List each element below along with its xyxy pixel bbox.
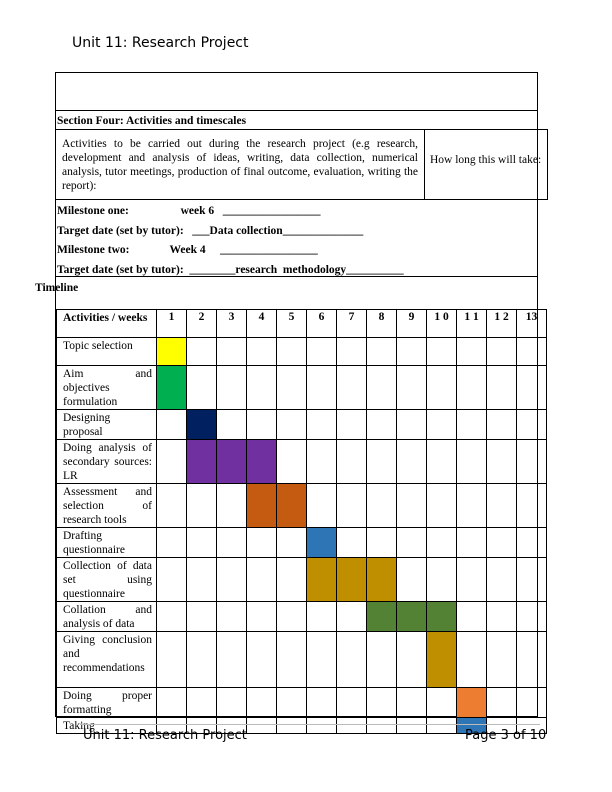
gantt-empty-cell xyxy=(367,632,397,688)
gantt-empty-cell xyxy=(337,718,367,734)
gantt-empty-cell xyxy=(247,602,277,632)
gantt-empty-cell xyxy=(157,632,187,688)
gantt-empty-cell xyxy=(487,484,517,528)
milestone-two: Milestone two: Week 4 _________________ xyxy=(57,244,318,256)
gantt-empty-cell xyxy=(457,528,487,558)
gantt-empty-cell xyxy=(217,602,247,632)
week-header-11: 1 1 xyxy=(457,310,487,338)
gantt-bar-cell xyxy=(157,366,187,410)
gantt-empty-cell xyxy=(427,528,457,558)
gantt-bar-cell xyxy=(337,558,367,602)
gantt-empty-cell xyxy=(217,366,247,410)
gantt-empty-cell xyxy=(307,484,337,528)
gantt-empty-cell xyxy=(217,484,247,528)
page-header-title: Unit 11: Research Project xyxy=(72,35,249,51)
gantt-empty-cell xyxy=(187,528,217,558)
gantt-empty-cell xyxy=(397,688,427,718)
gantt-empty-cell xyxy=(307,440,337,484)
gantt-bar-cell xyxy=(397,602,427,632)
gantt-bar-cell xyxy=(427,602,457,632)
activity-label: Designing proposal xyxy=(57,410,157,440)
gantt-empty-cell xyxy=(427,440,457,484)
gantt-empty-cell xyxy=(517,528,547,558)
gantt-bar-cell xyxy=(367,558,397,602)
gantt-empty-cell xyxy=(427,688,457,718)
table-row xyxy=(57,528,547,558)
gantt-bar-cell xyxy=(367,602,397,632)
gantt-empty-cell xyxy=(367,366,397,410)
gantt-empty-cell xyxy=(187,338,217,366)
gantt-empty-cell xyxy=(487,632,517,688)
gantt-empty-cell xyxy=(247,338,277,366)
gantt-empty-cell xyxy=(247,688,277,718)
gantt-empty-cell xyxy=(427,484,457,528)
gantt-empty-cell xyxy=(427,410,457,440)
gantt-bar-cell xyxy=(247,440,277,484)
activity-label: Doing analysis of secondary sources: LR xyxy=(57,440,157,484)
week-header-3: 3 xyxy=(217,310,247,338)
duration-label: How long this will take: xyxy=(430,154,542,166)
gantt-empty-cell xyxy=(187,688,217,718)
gantt-empty-cell xyxy=(457,366,487,410)
gantt-empty-cell xyxy=(367,410,397,440)
table-row xyxy=(57,338,547,366)
target-date-two: Target date (set by tutor): ________research methodology__________ xyxy=(57,264,404,276)
gantt-empty-cell xyxy=(457,338,487,366)
gantt-empty-cell xyxy=(247,718,277,734)
gantt-bar-cell xyxy=(307,558,337,602)
gantt-empty-cell xyxy=(517,440,547,484)
gantt-bar-cell xyxy=(187,410,217,440)
gantt-empty-cell xyxy=(277,558,307,602)
gantt-empty-cell xyxy=(517,366,547,410)
gantt-empty-cell xyxy=(217,410,247,440)
gantt-empty-cell xyxy=(277,440,307,484)
gantt-empty-cell xyxy=(337,366,367,410)
gantt-empty-cell xyxy=(187,558,217,602)
week-header-2: 2 xyxy=(187,310,217,338)
gantt-empty-cell xyxy=(157,558,187,602)
gantt-empty-cell xyxy=(307,338,337,366)
gantt-empty-cell xyxy=(337,602,367,632)
gantt-empty-cell xyxy=(157,528,187,558)
gantt-empty-cell xyxy=(397,558,427,602)
gantt-empty-cell xyxy=(427,338,457,366)
gantt-empty-cell xyxy=(427,718,457,734)
gantt-empty-cell xyxy=(517,632,547,688)
gantt-empty-cell xyxy=(337,410,367,440)
gantt-empty-cell xyxy=(487,440,517,484)
gantt-empty-cell xyxy=(367,528,397,558)
activity-label: Assessment and selection of research tools xyxy=(57,484,157,528)
gantt-empty-cell xyxy=(487,558,517,602)
gantt-bar-cell xyxy=(247,484,277,528)
gantt-header-row xyxy=(57,310,547,338)
gantt-empty-cell xyxy=(397,366,427,410)
gantt-empty-cell xyxy=(247,366,277,410)
table-row xyxy=(57,558,547,602)
gantt-table xyxy=(56,309,547,734)
activity-label: Collection of data set using questionnaire xyxy=(57,558,157,602)
week-header-7: 7 xyxy=(337,310,367,338)
table-row xyxy=(57,688,547,718)
gantt-empty-cell xyxy=(487,338,517,366)
week-header-8: 8 xyxy=(367,310,397,338)
gantt-empty-cell xyxy=(337,528,367,558)
activity-label: Giving conclusion and recommendations xyxy=(57,632,157,688)
gantt-empty-cell xyxy=(457,602,487,632)
gantt-empty-cell xyxy=(457,558,487,602)
gantt-empty-cell xyxy=(187,602,217,632)
gantt-empty-cell xyxy=(157,440,187,484)
gantt-empty-cell xyxy=(217,528,247,558)
gantt-empty-cell xyxy=(277,632,307,688)
gantt-empty-cell xyxy=(367,338,397,366)
gantt-empty-cell xyxy=(277,338,307,366)
activity-label: Aim and objectives formulation xyxy=(57,366,157,410)
gantt-bar-cell xyxy=(157,338,187,366)
gantt-bar-cell xyxy=(427,632,457,688)
gantt-empty-cell xyxy=(427,366,457,410)
gantt-empty-cell xyxy=(517,338,547,366)
page-number: Page 3 of 10 xyxy=(465,728,547,743)
gantt-empty-cell xyxy=(517,410,547,440)
gantt-empty-cell xyxy=(187,366,217,410)
gantt-empty-cell xyxy=(367,688,397,718)
gantt-empty-cell xyxy=(457,484,487,528)
gantt-empty-cell xyxy=(397,484,427,528)
week-header-9: 9 xyxy=(397,310,427,338)
gantt-empty-cell xyxy=(487,410,517,440)
table-row xyxy=(57,602,547,632)
gantt-empty-cell xyxy=(217,688,247,718)
gantt-empty-cell xyxy=(277,528,307,558)
activities-weeks-header: Activities / weeks xyxy=(57,310,157,338)
gantt-empty-cell xyxy=(247,528,277,558)
week-header-12: 1 2 xyxy=(487,310,517,338)
gantt-empty-cell xyxy=(337,484,367,528)
gantt-empty-cell xyxy=(247,558,277,602)
gantt-empty-cell xyxy=(247,632,277,688)
week-header-5: 5 xyxy=(277,310,307,338)
activities-divider xyxy=(424,130,425,199)
gantt-empty-cell xyxy=(217,338,247,366)
activity-label: Drafting questionnaire xyxy=(57,528,157,558)
activity-label: Taking xyxy=(57,718,157,734)
week-header-1: 1 xyxy=(157,310,187,338)
gantt-empty-cell xyxy=(157,410,187,440)
gantt-empty-cell xyxy=(487,366,517,410)
gantt-bar-cell xyxy=(187,440,217,484)
gantt-empty-cell xyxy=(367,440,397,484)
gantt-empty-cell xyxy=(397,440,427,484)
gantt-empty-cell xyxy=(397,632,427,688)
gantt-empty-cell xyxy=(277,718,307,734)
gantt-empty-cell xyxy=(157,484,187,528)
gantt-empty-cell xyxy=(487,688,517,718)
activity-label: Collation and analysis of data xyxy=(57,602,157,632)
gantt-empty-cell xyxy=(517,484,547,528)
gantt-empty-cell xyxy=(217,558,247,602)
footer-rule xyxy=(80,724,540,725)
gantt-empty-cell xyxy=(307,602,337,632)
gantt-empty-cell xyxy=(457,632,487,688)
gantt-empty-cell xyxy=(337,688,367,718)
gantt-bar-cell xyxy=(277,484,307,528)
gantt-empty-cell xyxy=(277,688,307,718)
gantt-empty-cell xyxy=(337,440,367,484)
gantt-empty-cell xyxy=(487,528,517,558)
week-header-4: 4 xyxy=(247,310,277,338)
table-row xyxy=(57,410,547,440)
gantt-empty-cell xyxy=(187,484,217,528)
gantt-empty-cell xyxy=(307,688,337,718)
gantt-bar-cell xyxy=(217,440,247,484)
table-row xyxy=(57,440,547,484)
week-header-6: 6 xyxy=(307,310,337,338)
gantt-empty-cell xyxy=(157,602,187,632)
gantt-empty-cell xyxy=(337,338,367,366)
gantt-empty-cell xyxy=(397,338,427,366)
activities-description: Activities to be carried out during the research project (e.g research, development and analysis of ideas, writing, data collection, numerical analysis, tutor meetings, production of final outcome, evaluation, writing the report): xyxy=(62,138,418,192)
timeline-label: Timeline xyxy=(35,282,79,294)
section-title: Section Four: Activities and timescales xyxy=(57,115,247,127)
table-row xyxy=(57,484,547,528)
gantt-empty-cell xyxy=(187,632,217,688)
gantt-empty-cell xyxy=(367,484,397,528)
gantt-empty-cell xyxy=(397,410,427,440)
activities-box xyxy=(55,129,548,200)
gantt-empty-cell xyxy=(367,718,397,734)
activity-label: Doing proper formatting xyxy=(57,688,157,718)
week-header-13: 13 xyxy=(517,310,547,338)
gantt-empty-cell xyxy=(277,602,307,632)
gantt-empty-cell xyxy=(277,410,307,440)
gantt-empty-cell xyxy=(307,366,337,410)
table-row xyxy=(57,366,547,410)
week-header-10: 1 0 xyxy=(427,310,457,338)
footer-title: Unit 11: Research Project xyxy=(83,728,247,743)
gantt-empty-cell xyxy=(517,688,547,718)
gantt-empty-cell xyxy=(277,366,307,410)
gantt-empty-cell xyxy=(457,440,487,484)
milestone-one: Milestone one: week 6 _________________ xyxy=(57,205,321,217)
gantt-empty-cell xyxy=(517,602,547,632)
gantt-empty-cell xyxy=(517,558,547,602)
target-date-one: Target date (set by tutor): ___Data collection______________ xyxy=(57,225,364,237)
gantt-empty-cell xyxy=(247,410,277,440)
gantt-empty-cell xyxy=(337,632,367,688)
gantt-bar-cell xyxy=(307,528,337,558)
gantt-empty-cell xyxy=(307,632,337,688)
gantt-empty-cell xyxy=(397,718,427,734)
activity-label: Topic selection xyxy=(57,338,157,366)
gantt-bar-cell xyxy=(457,688,487,718)
table-row xyxy=(57,632,547,688)
gantt-empty-cell xyxy=(427,558,457,602)
gantt-empty-cell xyxy=(307,410,337,440)
gantt-empty-cell xyxy=(457,410,487,440)
gantt-empty-cell xyxy=(217,632,247,688)
gantt-empty-cell xyxy=(307,718,337,734)
divider xyxy=(55,110,538,111)
divider xyxy=(55,276,538,277)
gantt-empty-cell xyxy=(157,688,187,718)
gantt-empty-cell xyxy=(397,528,427,558)
gantt-empty-cell xyxy=(487,602,517,632)
